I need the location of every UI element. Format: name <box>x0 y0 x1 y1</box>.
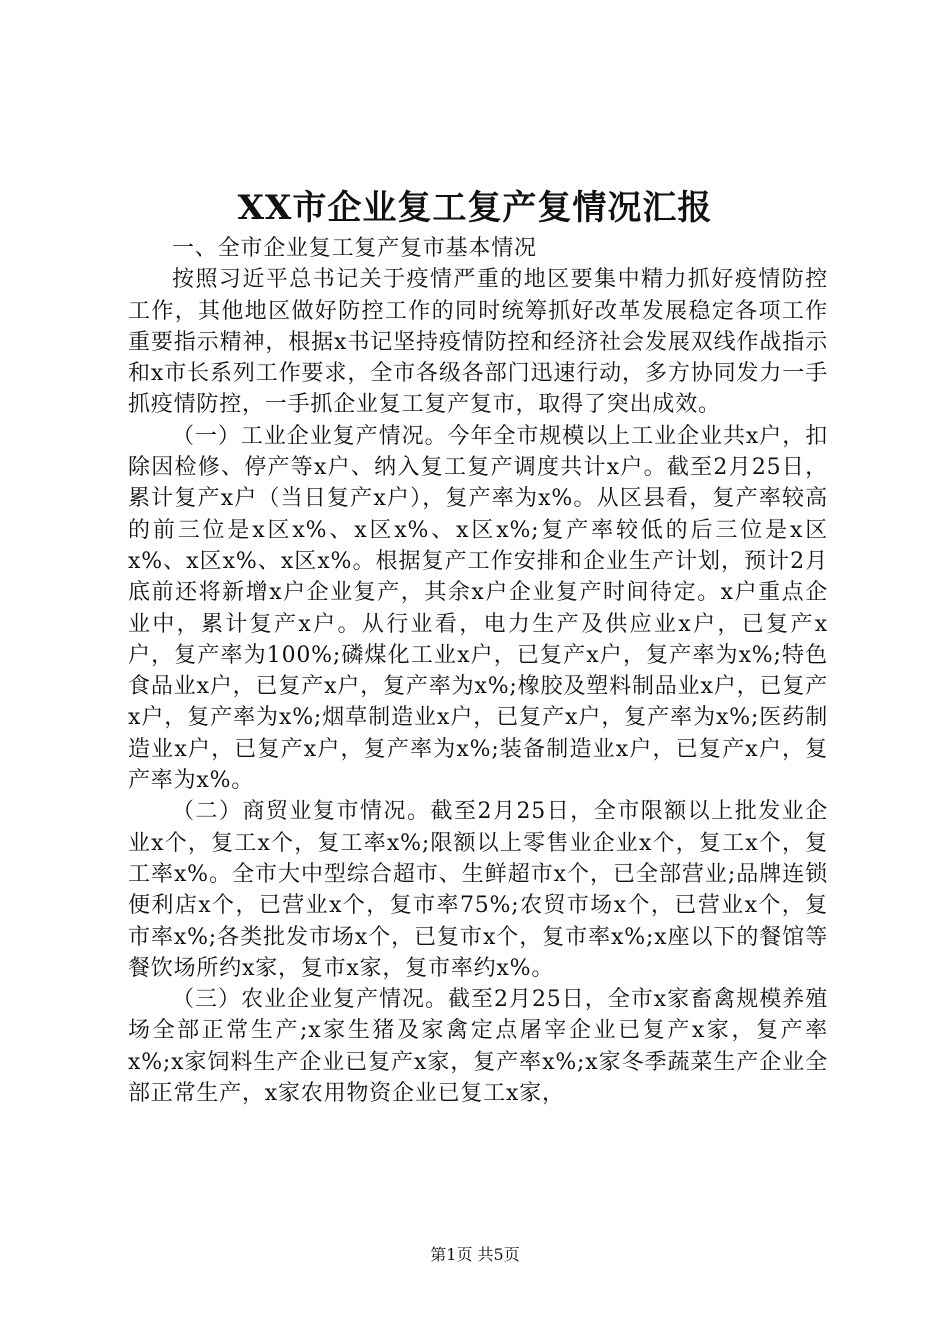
paragraph-intro: 按照习近平总书记关于疫情严重的地区要集中精力抓好疫情防控工作，其他地区做好防控工作的同时统筹抓好改革发展稳定各项工作重要指示精神，根据x书记坚持疫情防控和经济社会发展双线作战指示和x市长系列工作要求，全市各级各部门迅速行动，多方协同发力一手抓疫情防控，一手抓企业复工复产复市，取得了突出成效。 <box>128 267 828 418</box>
document-title: XX市企业复工复产复情况汇报 <box>237 188 713 228</box>
paragraph-agriculture: （三）农业企业复产情况。截至2月25日，全市x家畜禽规模养殖场全部正常生产;x家生猪及家禽定点屠宰企业已复产x家，复产率x%;x家饲料生产企业已复产x家，复产率x%;x家冬季蔬菜生产企业全部正常生产，x家农用物资企业已复工x家， <box>128 987 828 1107</box>
section-heading: 一、全市企业复工复产复市基本情况 <box>172 236 537 261</box>
page-indicator: 第1页 共5页 <box>430 1245 520 1264</box>
paragraph-commerce: （二）商贸业复市情况。截至2月25日，全市限额以上批发业企业x个，复工x个，复工率x%;限额以上零售业企业x个，复工x个，复工率x%。全市大中型综合超市、生鲜超市x个，已全部营业;品牌连锁便利店x个，已营业x个，复市率75%;农贸市场x个，已营业x个，复市率x%;各类批发市场x个，已复市x个，复市率x%;x座以下的餐馆等餐饮场所约x家，复市x家，复市率约x%。 <box>128 799 828 981</box>
paragraph-industrial: （一）工业企业复产情况。今年全市规模以上工业企业共x户，扣除因检修、停产等x户、纳入复工复产调度共计x户。截至2月25日，累计复产x户（当日复产x户），复产率为x%。从区县看，复产率较高的前三位是x区x%、x区x%、x区x%;复产率较低的后三位是x区x%、x区x%、x区x%。根据复产工作安排和企业生产计划，预计2月底前还将新增x户企业复产，其余x户企业复产时间待定。x户重点企业中，累计复产x户。从行业看，电力生产及供应业x户，已复产x户，复产率为100%;磷煤化工业x户，已复产x户，复产率为x%;特色食品业x户，已复产x户，复产率为x%;橡胶及塑料制品业x户，已复产x户，复产率为x%;烟草制造业x户，已复产x户，复产率为x%;医药制造业x户，已复产x户，复产率为x%;装备制造业x户，已复产x户，复产率为x%。 <box>128 423 828 794</box>
page-footer <box>0 1243 950 1267</box>
document-body <box>128 233 828 1109</box>
